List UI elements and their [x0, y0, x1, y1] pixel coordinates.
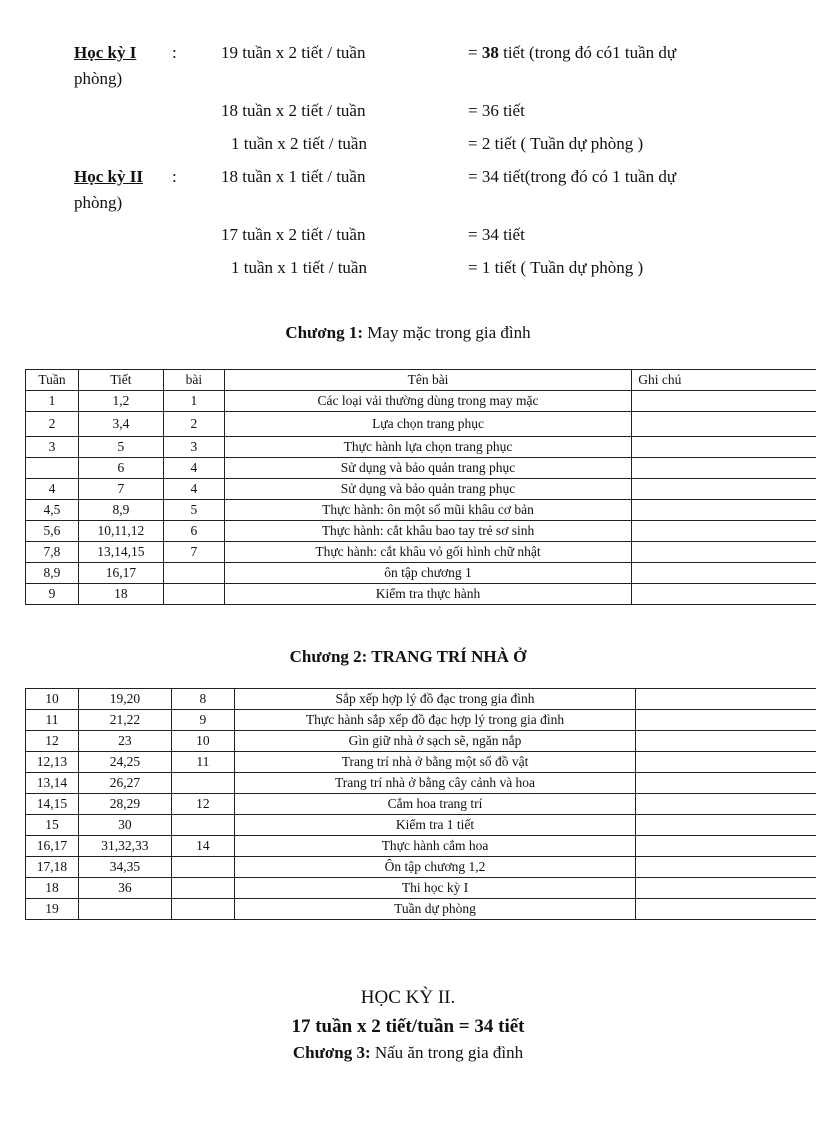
header-bai: bài [163, 370, 224, 391]
cell-tuan: 11 [26, 710, 79, 731]
cell-ghi-chu [636, 773, 816, 794]
cell-ghi-chu [632, 479, 816, 500]
cell-tiet: 16,17 [78, 563, 163, 584]
cell-tiet: 36 [78, 878, 171, 899]
hk1-label: Học kỳ I [74, 43, 137, 62]
chapter3-heading [0, 1043, 816, 1063]
table-row [26, 899, 816, 920]
table-row [26, 479, 816, 500]
semester-formula: 17 tuần x 2 tiết/tuần = 34 tiết [291, 1016, 525, 1037]
table-row [26, 857, 816, 878]
cell-bai: 10 [171, 731, 234, 752]
chapter1-title: May mặc trong gia đình [363, 323, 531, 342]
hk1-row1-result [468, 43, 676, 63]
cell-ten-bai: Sử dụng và bảo quản trang phục [224, 458, 631, 479]
cell-bai [163, 563, 224, 584]
cell-ten-bai: Thực hành lựa chọn trang phục [224, 437, 631, 458]
cell-bai [171, 773, 234, 794]
table-row [26, 689, 816, 710]
cell-ghi-chu [636, 752, 816, 773]
table-row [26, 752, 816, 773]
table-header-row [26, 370, 816, 391]
cell-bai: 14 [171, 836, 234, 857]
table-row [26, 521, 816, 542]
cell-ghi-chu [636, 815, 816, 836]
cell-ten-bai: Thực hành: cắt khâu vỏ gối hình chữ nhật [224, 542, 631, 563]
cell-bai [171, 878, 234, 899]
cell-tiet: 34,35 [78, 857, 171, 878]
table-row [26, 563, 816, 584]
cell-tuan: 5,6 [26, 521, 79, 542]
table-row [26, 458, 816, 479]
cell-tiet: 8,9 [78, 500, 163, 521]
cell-tiet [78, 899, 171, 920]
cell-tuan: 3 [26, 437, 79, 458]
cell-tiet: 6 [78, 458, 163, 479]
cell-tiet: 18 [78, 584, 163, 605]
cell-bai [171, 857, 234, 878]
cell-ghi-chu [632, 521, 816, 542]
table-row [26, 412, 816, 437]
chapter2-heading [0, 647, 816, 667]
hk2-row2-result: = 34 tiết [468, 225, 525, 244]
chapter2-title: TRANG TRÍ NHÀ Ở [367, 647, 527, 666]
cell-tiet: 10,11,12 [78, 521, 163, 542]
cell-tiet: 13,14,15 [78, 542, 163, 563]
cell-ghi-chu [636, 857, 816, 878]
cell-ten-bai: ôn tập chương 1 [224, 563, 631, 584]
table-row [26, 584, 816, 605]
cell-ghi-chu [636, 836, 816, 857]
cell-tuan: 1 [26, 391, 79, 412]
hk1-row1-eq: = [468, 43, 482, 62]
cell-bai: 4 [163, 458, 224, 479]
hk1-row2-calc: 18 tuần x 2 tiết / tuần [221, 101, 366, 120]
hk1-row2-result: = 36 tiết [468, 101, 525, 120]
hk1-row1-cont: phòng) [74, 69, 123, 88]
cell-bai: 7 [163, 542, 224, 563]
cell-tuan: 15 [26, 815, 79, 836]
cell-ten-bai: Kiểm tra thực hành [224, 584, 631, 605]
cell-ten-bai: Thi học kỳ I [234, 878, 635, 899]
cell-ghi-chu [636, 899, 816, 920]
cell-tuan: 19 [26, 899, 79, 920]
cell-tiet: 19,20 [78, 689, 171, 710]
cell-tuan: 4,5 [26, 500, 79, 521]
cell-ghi-chu [632, 542, 816, 563]
chapter2-table [25, 688, 816, 920]
cell-bai [171, 815, 234, 836]
cell-ten-bai: Sử dụng và bảo quản trang phục [224, 479, 631, 500]
cell-ten-bai: Thực hành cắm hoa [234, 836, 635, 857]
cell-tiet: 31,32,33 [78, 836, 171, 857]
cell-ten-bai: Thực hành: ôn một số mũi khâu cơ bản [224, 500, 631, 521]
cell-ten-bai: Trang trí nhà ở bằng một số đồ vật [234, 752, 635, 773]
hk1-colon: : [172, 43, 177, 62]
chapter3-title: Nấu ăn trong gia đình [370, 1043, 524, 1062]
cell-ghi-chu [632, 437, 816, 458]
cell-bai [171, 899, 234, 920]
hk1-row1-calc: 19 tuần x 2 tiết / tuần [221, 43, 366, 62]
cell-bai: 2 [163, 412, 224, 437]
chapter2-prefix: Chương 2: [289, 647, 368, 666]
hk2-row2-calc: 17 tuần x 2 tiết / tuần [221, 225, 366, 244]
cell-tiet: 23 [78, 731, 171, 752]
cell-bai: 5 [163, 500, 224, 521]
cell-tuan: 12 [26, 731, 79, 752]
cell-bai: 11 [171, 752, 234, 773]
cell-ten-bai: Gìn giữ nhà ở sạch sẽ, ngăn nắp [234, 731, 635, 752]
cell-tuan: 2 [26, 412, 79, 437]
cell-tuan: 7,8 [26, 542, 79, 563]
cell-tuan: 10 [26, 689, 79, 710]
cell-ghi-chu [636, 689, 816, 710]
hk1-row3-result: = 2 tiết ( Tuần dự phòng ) [468, 134, 644, 153]
table-row [26, 542, 816, 563]
table-row [26, 391, 816, 412]
cell-bai: 1 [163, 391, 224, 412]
cell-ten-bai: Sắp xếp hợp lý đồ đạc trong gia đình [234, 689, 635, 710]
table-row [26, 773, 816, 794]
hk2-label: Học kỳ II [74, 167, 143, 186]
cell-tiet: 21,22 [78, 710, 171, 731]
cell-tuan: 13,14 [26, 773, 79, 794]
cell-ten-bai: Ôn tập chương 1,2 [234, 857, 635, 878]
cell-ghi-chu [632, 563, 816, 584]
chapter1-table [25, 369, 816, 605]
table-row [26, 710, 816, 731]
chapter3-prefix: Chương 3: [292, 1043, 371, 1062]
header-tiet: Tiết [78, 370, 163, 391]
hk2-row1-cont: phòng) [74, 193, 123, 212]
table-row [26, 437, 816, 458]
cell-bai: 12 [171, 794, 234, 815]
cell-bai: 3 [163, 437, 224, 458]
cell-ten-bai: Trang trí nhà ở bằng cây cảnh và hoa [234, 773, 635, 794]
cell-tuan: 16,17 [26, 836, 79, 857]
cell-bai: 4 [163, 479, 224, 500]
table-row [26, 815, 816, 836]
cell-tiet: 3,4 [78, 412, 163, 437]
hk1-row1-num: 38 [481, 43, 499, 62]
header-ghi-chu: Ghi chú [632, 370, 816, 391]
cell-ten-bai: Kiểm tra 1 tiết [234, 815, 635, 836]
cell-bai [163, 584, 224, 605]
table-row [26, 836, 816, 857]
cell-tiet: 24,25 [78, 752, 171, 773]
chapter1-prefix: Chương 1: [285, 323, 364, 342]
cell-ten-bai: Các loại vải thường dùng trong may mặc [224, 391, 631, 412]
cell-ten-bai: Cắm hoa trang trí [234, 794, 635, 815]
cell-tuan: 14,15 [26, 794, 79, 815]
cell-ten-bai: Thực hành: cắt khâu bao tay trẻ sơ sinh [224, 521, 631, 542]
cell-ghi-chu [636, 731, 816, 752]
cell-ghi-chu [632, 412, 816, 437]
table-row [26, 731, 816, 752]
hk1-row3-calc: 1 tuần x 2 tiết / tuần [231, 134, 367, 153]
table-row [26, 500, 816, 521]
cell-bai: 8 [171, 689, 234, 710]
chapter1-heading [0, 323, 816, 343]
hk2-row3-calc: 1 tuần x 1 tiết / tuần [231, 258, 367, 277]
header-ten-bai: Tên bài [224, 370, 631, 391]
hk2-row3-result: = 1 tiết ( Tuần dự phòng ) [468, 258, 644, 277]
cell-tuan: 17,18 [26, 857, 79, 878]
table-row [26, 878, 816, 899]
hk2-colon: : [172, 167, 177, 186]
cell-tiet: 26,27 [78, 773, 171, 794]
hk2-row1-result: = 34 tiết(trong đó có 1 tuần dự [468, 167, 677, 186]
cell-tuan: 12,13 [26, 752, 79, 773]
hk1-row1-tail: tiết (trong đó có1 tuần dự [498, 43, 677, 62]
cell-tuan: 9 [26, 584, 79, 605]
cell-ghi-chu [636, 878, 816, 899]
cell-ghi-chu [636, 710, 816, 731]
hk2-row1-calc: 18 tuần x 1 tiết / tuần [221, 167, 366, 186]
cell-ghi-chu [632, 584, 816, 605]
cell-tiet: 5 [78, 437, 163, 458]
cell-ten-bai: Lựa chọn trang phục [224, 412, 631, 437]
cell-tuan [26, 458, 79, 479]
cell-ghi-chu [632, 391, 816, 412]
cell-tuan: 18 [26, 878, 79, 899]
cell-ghi-chu [636, 794, 816, 815]
semester-title: HỌC KỲ II. [360, 987, 456, 1008]
cell-ten-bai: Tuần dự phòng [234, 899, 635, 920]
cell-tiet: 7 [78, 479, 163, 500]
header-tuan: Tuần [26, 370, 79, 391]
cell-bai: 6 [163, 521, 224, 542]
cell-ghi-chu [632, 458, 816, 479]
cell-ghi-chu [632, 500, 816, 521]
cell-tuan: 8,9 [26, 563, 79, 584]
cell-ten-bai: Thực hành sắp xếp đồ đạc hợp lý trong gia đình [234, 710, 635, 731]
cell-tiet: 30 [78, 815, 171, 836]
cell-tuan: 4 [26, 479, 79, 500]
cell-tiet: 28,29 [78, 794, 171, 815]
table-row [26, 794, 816, 815]
cell-tiet: 1,2 [78, 391, 163, 412]
cell-bai: 9 [171, 710, 234, 731]
